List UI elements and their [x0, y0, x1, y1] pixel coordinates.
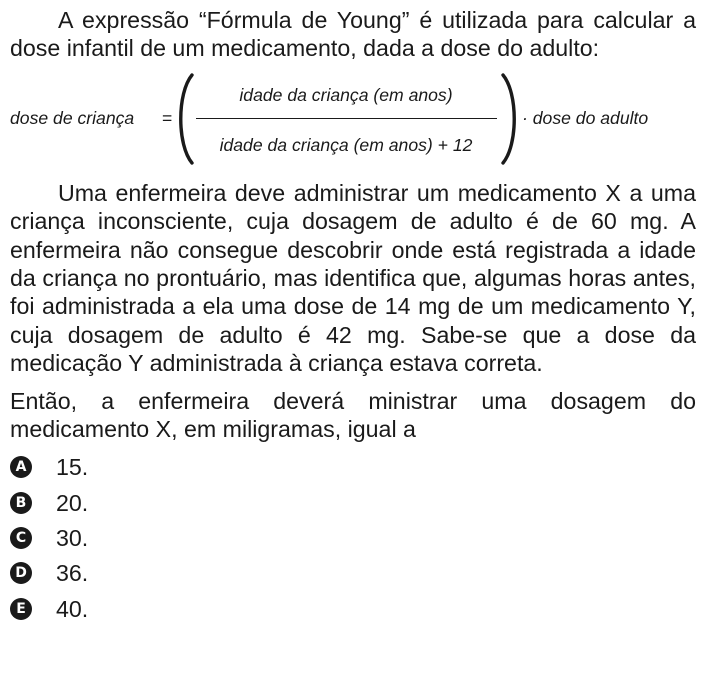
fraction-numerator: idade da criança (em anos)	[239, 84, 453, 105]
scenario-paragraph: Uma enfermeira deve administrar um medicamento X a uma criança inconsciente, cuja dosagem de adulto é de 60 mg. A enfermeira não consegue descobrir onde está registrada a idade da criança no prontuário, mas identifica que, algumas horas antes, foi administrada a ela uma dose de 14 mg de um medicamento Y, cuja dosagem de adulto é 42 mg. Sabe-se que a dose da medicação Y administrada à criança estava correta.	[10, 179, 696, 377]
option-a-text: 15.	[56, 454, 89, 481]
option-e-text: 40.	[56, 595, 89, 622]
formula-equals: =	[162, 107, 173, 128]
formula-rhs: · dose do adulto	[522, 107, 649, 128]
option-b[interactable]	[10, 485, 696, 520]
formula-lhs: dose de criança	[10, 107, 135, 128]
option-b-text: 20.	[56, 489, 89, 516]
right-parenthesis	[500, 73, 522, 165]
option-c-letter-badge: C	[10, 527, 32, 549]
option-a[interactable]	[10, 449, 696, 484]
option-a-letter-badge: A	[10, 456, 32, 478]
option-c-text: 30.	[56, 524, 89, 551]
question-paragraph: Então, a enfermeira deverá ministrar uma dosagem do medicamento X, em miligramas, igual a	[10, 387, 696, 443]
fraction-denominator: idade da criança (em anos) + 12	[219, 134, 473, 155]
question-document	[10, 6, 696, 626]
option-d-letter-badge: D	[10, 562, 32, 584]
option-e[interactable]	[10, 591, 696, 626]
option-c[interactable]	[10, 520, 696, 555]
option-d-text: 36.	[56, 560, 89, 587]
left-parenthesis	[173, 73, 195, 165]
option-e-letter-badge: E	[10, 598, 32, 620]
intro-paragraph: A expressão “Fórmula de Young” é utilizada para calcular a dose infantil de um medicamento, dada a dose do adulto:	[10, 7, 696, 62]
option-d[interactable]	[10, 556, 696, 591]
answer-options	[10, 449, 696, 626]
option-b-letter-badge: B	[10, 492, 32, 514]
young-formula	[10, 73, 696, 165]
fraction-bar	[196, 118, 497, 120]
